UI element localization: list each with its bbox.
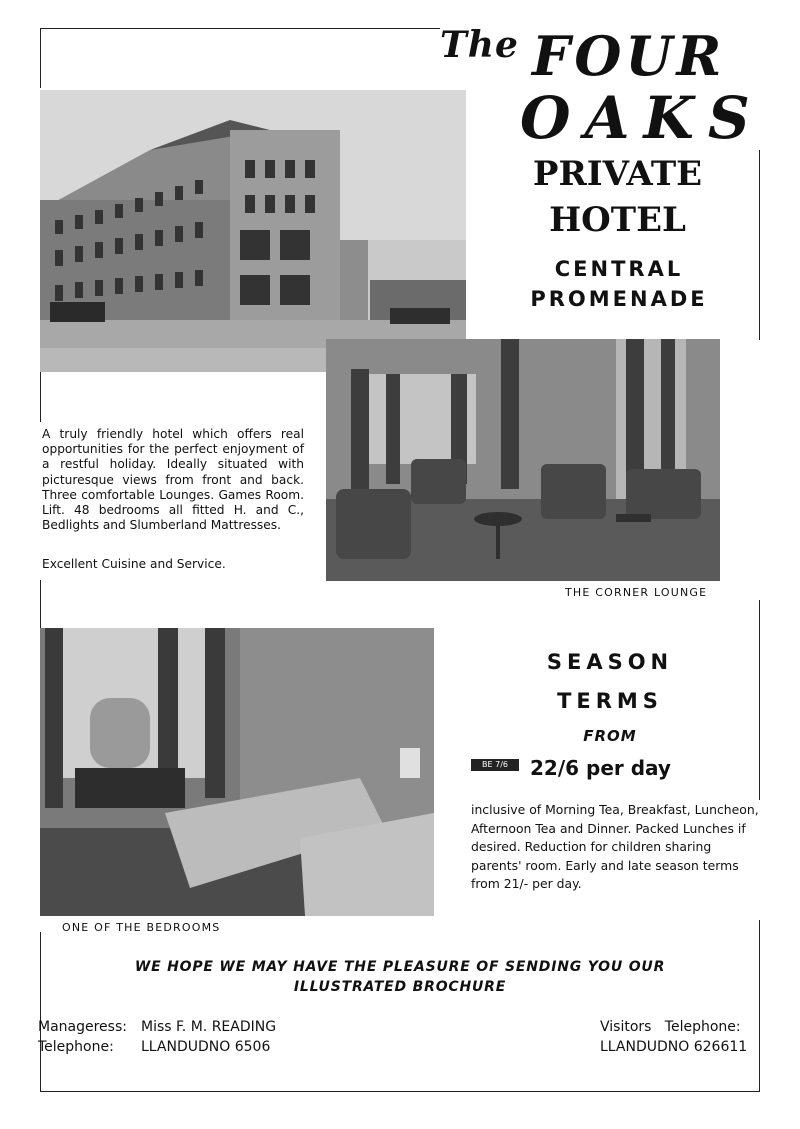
visitors-block bbox=[600, 1017, 760, 1057]
terms-heading: TERMS bbox=[557, 689, 663, 713]
bedroom-caption: ONE OF THE BEDROOMS bbox=[62, 921, 221, 934]
title-the: The bbox=[440, 24, 519, 66]
telephone-label: Telephone: bbox=[38, 1039, 114, 1055]
visitors-telephone-value: LLANDUDNO 626611 bbox=[600, 1039, 748, 1055]
corner-lounge-photo bbox=[326, 339, 720, 581]
closing-message bbox=[40, 957, 760, 997]
title-oaks: OAKS bbox=[520, 84, 764, 152]
title-private: PRIVATE bbox=[532, 154, 703, 194]
frame-right bbox=[759, 920, 760, 1092]
location-promenade: PROMENADE bbox=[530, 287, 708, 311]
struck-old-price: BE 7/6 bbox=[471, 759, 519, 771]
manageress-label: Manageress: bbox=[38, 1019, 127, 1035]
manageress-block bbox=[38, 1017, 276, 1057]
bedroom-photo bbox=[40, 628, 434, 916]
frame-left bbox=[40, 372, 41, 422]
hotel-exterior-photo bbox=[40, 90, 466, 372]
price-per-day: 22/6 per day bbox=[530, 756, 671, 780]
cuisine-line: Excellent Cuisine and Service. bbox=[42, 557, 226, 571]
title-four: FOUR bbox=[532, 24, 726, 88]
closing-line-1: WE HOPE WE MAY HAVE THE PLEASURE OF SENDING YOU OUR bbox=[134, 959, 666, 975]
frame-top bbox=[40, 28, 440, 29]
frame-left bbox=[40, 28, 41, 88]
terms-details: inclusive of Morning Tea, Breakfast, Luncheon, Afternoon Tea and Dinner. Packed Lunches if desired. Reduction for children sharing parents' room. Early and late season terms from 21/- per day. bbox=[471, 802, 759, 892]
frame-left bbox=[40, 580, 41, 628]
telephone-value: LLANDUDNO 6506 bbox=[141, 1039, 271, 1055]
closing-line-2: ILLUSTRATED BROCHURE bbox=[293, 979, 507, 995]
corner-lounge-caption: THE CORNER LOUNGE bbox=[565, 586, 708, 599]
season-heading: SEASON bbox=[546, 650, 674, 674]
location-central: CENTRAL bbox=[554, 257, 684, 281]
title-hotel: HOTEL bbox=[549, 200, 686, 240]
manageress-name: Miss F. M. READING bbox=[141, 1019, 277, 1035]
from-label: FROM bbox=[583, 727, 637, 745]
frame-bottom bbox=[40, 1091, 760, 1092]
visitors-telephone-label: Visitors Telephone: bbox=[600, 1019, 741, 1035]
frame-left bbox=[40, 932, 41, 1092]
frame-right bbox=[759, 600, 760, 800]
hotel-description: A truly friendly hotel which offers real opportunities for the perfect enjoyment of a restful holiday. Ideally situated with picturesque views from front and back. Three comfortable Lounges. Games Room. Lift. 48 bedrooms all fitted H. and C., Bedlights and Slumberland Mattresses. bbox=[42, 427, 304, 533]
frame-right bbox=[759, 150, 760, 340]
